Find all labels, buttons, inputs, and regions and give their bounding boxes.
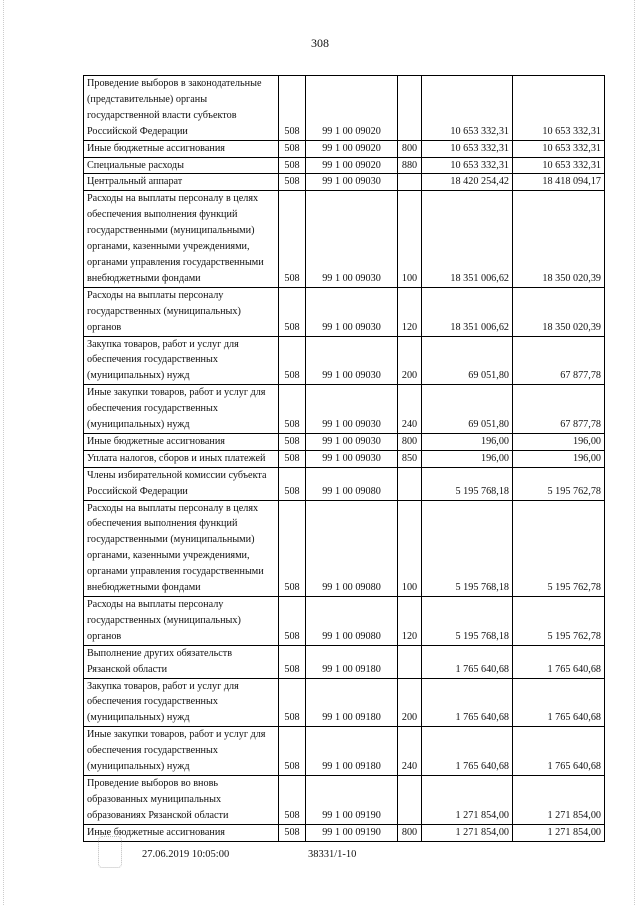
row-csr: 99 1 00 09030 — [306, 385, 398, 434]
row-sum-plan: 1 271 854,00 — [422, 824, 513, 841]
row-sum-fact: 18 418 094,17 — [513, 174, 605, 191]
row-name: Иные закупки товаров, работ и услуг для обеспечения государственных (муниципальных) нужд — [84, 727, 279, 776]
row-sum-fact: 1 271 854,00 — [513, 775, 605, 824]
row-vr: 800 — [398, 824, 422, 841]
row-csr: 99 1 00 09190 — [306, 824, 398, 841]
row-ved: 508 — [279, 597, 306, 646]
row-csr: 99 1 00 09080 — [306, 597, 398, 646]
row-vr: 240 — [398, 727, 422, 776]
row-name: Закупка товаров, работ и услуг для обеспечения государственных (муниципальных) нужд — [84, 336, 279, 385]
row-vr: 120 — [398, 287, 422, 336]
table-row — [84, 336, 605, 385]
table-row — [84, 500, 605, 596]
row-sum-plan: 5 195 768,18 — [422, 597, 513, 646]
row-sum-fact: 196,00 — [513, 450, 605, 467]
row-sum-plan: 5 195 768,18 — [422, 467, 513, 500]
row-sum-fact: 18 350 020,39 — [513, 191, 605, 287]
row-ved: 508 — [279, 678, 306, 727]
row-ved: 508 — [279, 336, 306, 385]
row-sum-plan: 18 351 006,62 — [422, 287, 513, 336]
row-sum-plan: 69 051,80 — [422, 385, 513, 434]
row-sum-fact: 18 350 020,39 — [513, 287, 605, 336]
row-vr: 240 — [398, 385, 422, 434]
row-vr: 120 — [398, 597, 422, 646]
row-name: Центральный аппарат — [84, 174, 279, 191]
row-ved: 508 — [279, 433, 306, 450]
row-vr: 100 — [398, 500, 422, 596]
footer-doc-number: 38331/1-10 — [308, 849, 357, 860]
row-csr: 99 1 00 09020 — [306, 76, 398, 141]
row-ved: 508 — [279, 645, 306, 678]
row-vr: 100 — [398, 191, 422, 287]
row-csr: 99 1 00 09080 — [306, 500, 398, 596]
row-ved: 508 — [279, 76, 306, 141]
row-sum-plan: 10 653 332,31 — [422, 157, 513, 174]
row-sum-plan: 5 195 768,18 — [422, 500, 513, 596]
row-name: Проведение выборов во вновь образованных муниципальных образованиях Рязанской области — [84, 775, 279, 824]
scan-edge-left — [3, 0, 5, 905]
row-name: Уплата налогов, сборов и иных платежей — [84, 450, 279, 467]
row-name: Иные бюджетные ассигнования — [84, 824, 279, 841]
row-csr: 99 1 00 09190 — [306, 775, 398, 824]
row-vr — [398, 467, 422, 500]
row-csr: 99 1 00 09180 — [306, 727, 398, 776]
table-row — [84, 191, 605, 287]
row-csr: 99 1 00 09020 — [306, 157, 398, 174]
row-name: Члены избирательной комиссии субъекта Российской Федерации — [84, 467, 279, 500]
table-row — [84, 76, 605, 141]
row-csr: 99 1 00 09080 — [306, 467, 398, 500]
row-csr: 99 1 00 09180 — [306, 645, 398, 678]
row-sum-fact: 67 877,78 — [513, 385, 605, 434]
row-ved: 508 — [279, 775, 306, 824]
row-sum-plan: 196,00 — [422, 433, 513, 450]
row-sum-plan: 18 420 254,42 — [422, 174, 513, 191]
page-footer — [0, 847, 640, 887]
row-sum-plan: 69 051,80 — [422, 336, 513, 385]
row-ved: 508 — [279, 287, 306, 336]
row-ved: 508 — [279, 500, 306, 596]
row-vr — [398, 775, 422, 824]
budget-table — [83, 75, 605, 842]
table-row — [84, 433, 605, 450]
row-ved: 508 — [279, 140, 306, 157]
row-sum-plan: 10 653 332,31 — [422, 140, 513, 157]
row-csr: 99 1 00 09030 — [306, 174, 398, 191]
row-csr: 99 1 00 09030 — [306, 433, 398, 450]
scan-edge-right — [634, 0, 636, 905]
row-vr: 200 — [398, 336, 422, 385]
row-ved: 508 — [279, 727, 306, 776]
table-row — [84, 174, 605, 191]
row-sum-plan: 1 765 640,68 — [422, 727, 513, 776]
row-sum-fact: 5 195 762,78 — [513, 467, 605, 500]
row-vr — [398, 174, 422, 191]
table-row — [84, 157, 605, 174]
row-vr: 200 — [398, 678, 422, 727]
row-name: Проведение выборов в законодательные (представительные) органы государственной власти субъектов Российской Федерации — [84, 76, 279, 141]
row-name: Закупка товаров, работ и услуг для обеспечения государственных (муниципальных) нужд — [84, 678, 279, 727]
row-name: Расходы на выплаты персоналу в целях обеспечения выполнения функций государственными (муниципальными) органами, казенными учреждениями, органами управления государственными внебюджетными фондами — [84, 500, 279, 596]
table-row — [84, 597, 605, 646]
table-body — [84, 76, 605, 842]
row-sum-fact: 5 195 762,78 — [513, 500, 605, 596]
row-name: Расходы на выплаты персоналу в целях обеспечения выполнения функций государственными (муниципальными) органами, казенными учреждениями, органами управления государственными внебюджетными фондами — [84, 191, 279, 287]
row-ved: 508 — [279, 467, 306, 500]
row-sum-plan: 1 765 640,68 — [422, 678, 513, 727]
table-row — [84, 450, 605, 467]
table-row — [84, 775, 605, 824]
table-row — [84, 287, 605, 336]
row-name: Выполнение других обязательств Рязанской области — [84, 645, 279, 678]
row-ved: 508 — [279, 450, 306, 467]
table-row — [84, 467, 605, 500]
table-row — [84, 385, 605, 434]
row-csr: 99 1 00 09180 — [306, 678, 398, 727]
footer-date: 27.06.2019 10:05:00 — [142, 849, 230, 860]
row-name: Специальные расходы — [84, 157, 279, 174]
table-row — [84, 727, 605, 776]
row-sum-plan: 18 351 006,62 — [422, 191, 513, 287]
row-name: Иные бюджетные ассигнования — [84, 433, 279, 450]
row-vr: 800 — [398, 433, 422, 450]
row-sum-fact: 10 653 332,31 — [513, 76, 605, 141]
row-csr: 99 1 00 09030 — [306, 336, 398, 385]
row-vr: 850 — [398, 450, 422, 467]
row-sum-fact: 10 653 332,31 — [513, 140, 605, 157]
row-sum-fact: 10 653 332,31 — [513, 157, 605, 174]
row-name: Иные закупки товаров, работ и услуг для обеспечения государственных (муниципальных) нужд — [84, 385, 279, 434]
table-row — [84, 824, 605, 841]
table-row — [84, 645, 605, 678]
table-row — [84, 678, 605, 727]
row-sum-plan: 1 765 640,68 — [422, 645, 513, 678]
row-vr: 800 — [398, 140, 422, 157]
row-sum-fact: 1 765 640,68 — [513, 727, 605, 776]
row-name: Расходы на выплаты персоналу государственных (муниципальных) органов — [84, 597, 279, 646]
row-name: Расходы на выплаты персоналу государственных (муниципальных) органов — [84, 287, 279, 336]
page-number: 308 — [311, 36, 329, 50]
table-row — [84, 140, 605, 157]
row-ved: 508 — [279, 385, 306, 434]
row-sum-plan: 196,00 — [422, 450, 513, 467]
row-csr: 99 1 00 09030 — [306, 450, 398, 467]
row-ved: 508 — [279, 157, 306, 174]
row-csr: 99 1 00 09030 — [306, 191, 398, 287]
row-ved: 508 — [279, 191, 306, 287]
row-sum-plan: 1 271 854,00 — [422, 775, 513, 824]
row-sum-fact: 1 271 854,00 — [513, 824, 605, 841]
row-csr: 99 1 00 09030 — [306, 287, 398, 336]
row-ved: 508 — [279, 824, 306, 841]
row-vr — [398, 76, 422, 141]
row-vr: 880 — [398, 157, 422, 174]
row-sum-fact: 196,00 — [513, 433, 605, 450]
row-sum-plan: 10 653 332,31 — [422, 76, 513, 141]
row-sum-fact: 67 877,78 — [513, 336, 605, 385]
row-name: Иные бюджетные ассигнования — [84, 140, 279, 157]
row-sum-fact: 1 765 640,68 — [513, 645, 605, 678]
row-sum-fact: 1 765 640,68 — [513, 678, 605, 727]
row-csr: 99 1 00 09020 — [306, 140, 398, 157]
row-vr — [398, 645, 422, 678]
row-ved: 508 — [279, 174, 306, 191]
row-sum-fact: 5 195 762,78 — [513, 597, 605, 646]
